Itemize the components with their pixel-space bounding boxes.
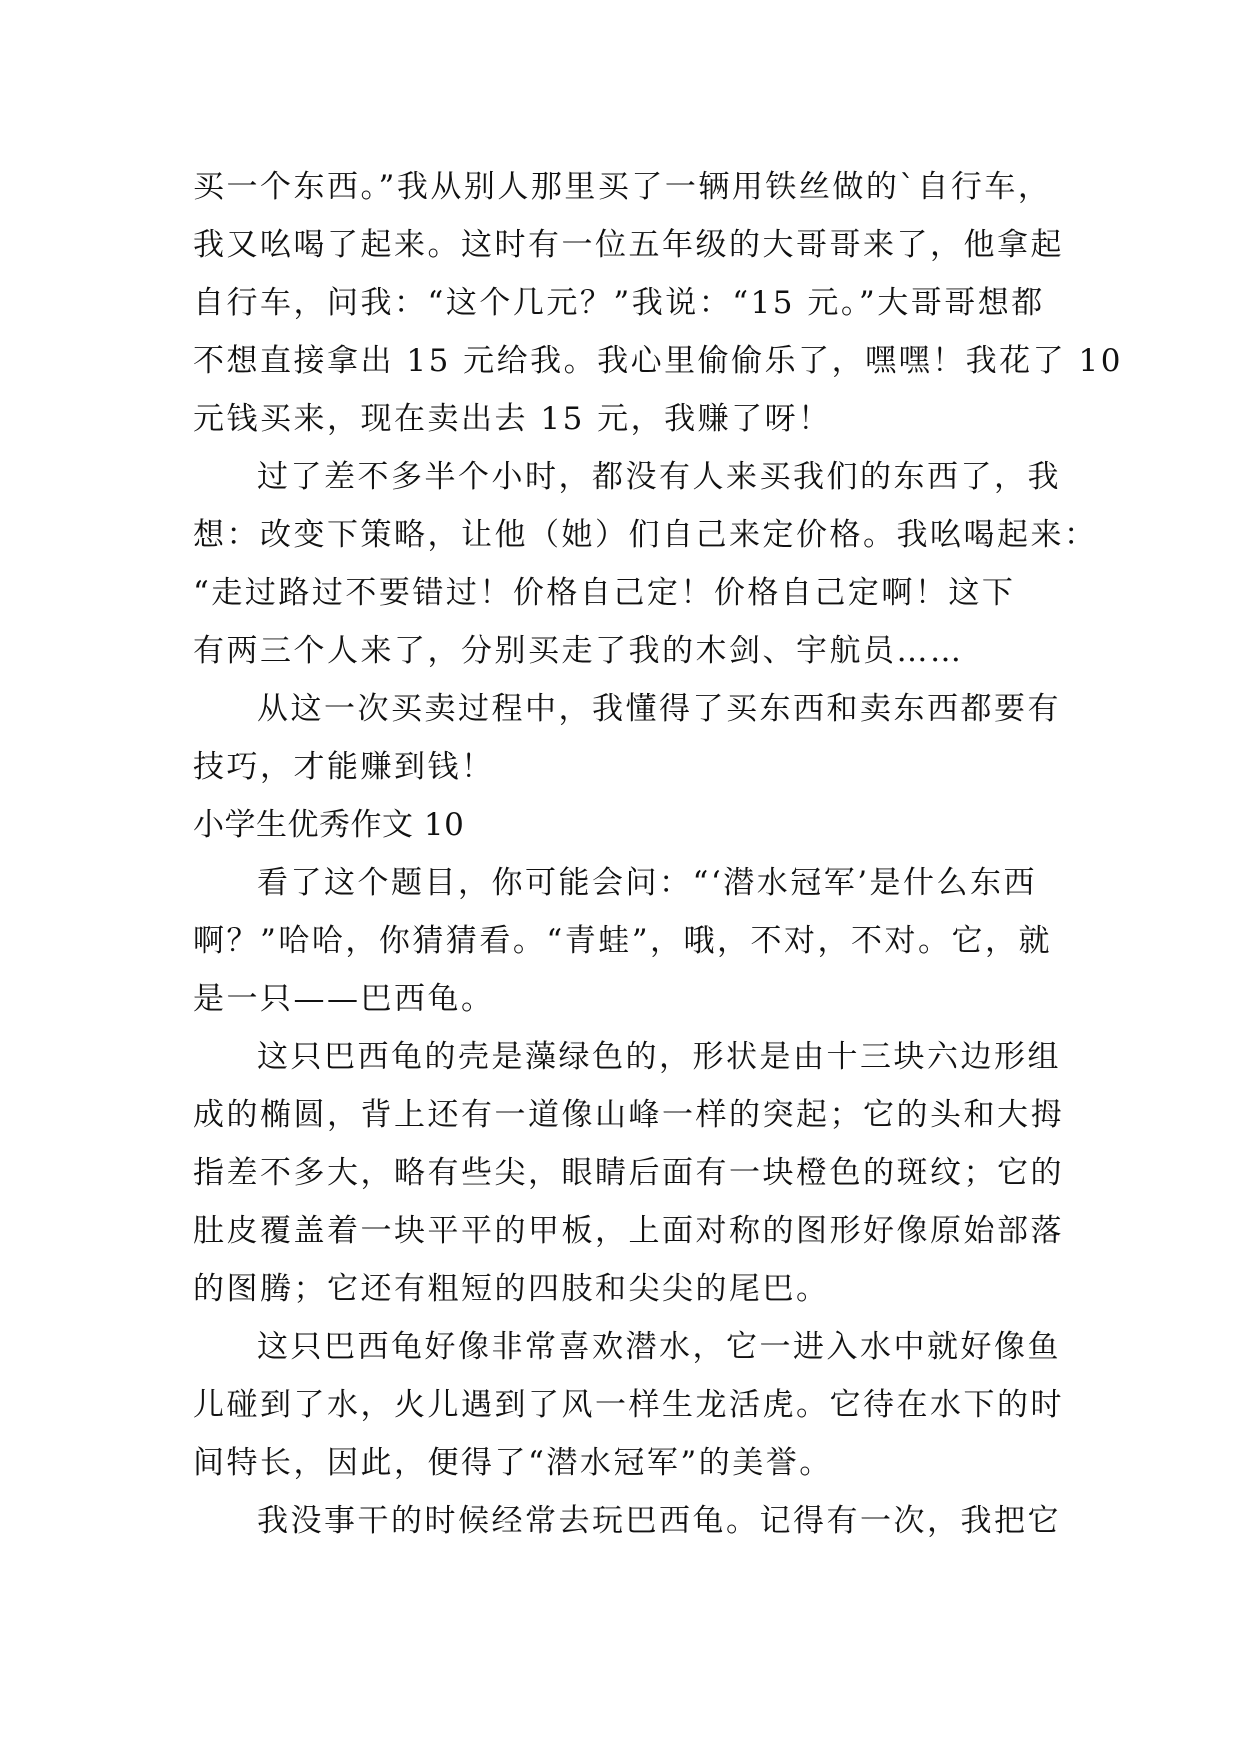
text-line: 指差不多大，略有些尖，眼睛后面有一块橙色的斑纹；它的 — [193, 1155, 1064, 1191]
text-line: 买一个东西。”我从别人那里买了一辆用铁丝做的`自行车， — [193, 169, 1052, 205]
text-line: “走过路过不要错过！价格自己定！价格自己定啊！这下 — [193, 575, 1016, 611]
paragraph-start-line: 这只巴西龟好像非常喜欢潜水，它一进入水中就好像鱼 — [257, 1329, 1061, 1365]
text-line: 技巧，才能赚到钱！ — [193, 749, 495, 785]
paragraph-start-line: 从这一次买卖过程中，我懂得了买东西和卖东西都要有 — [257, 691, 1061, 727]
text-line: 儿碰到了水，火儿遇到了风一样生龙活虎。它待在水下的时 — [193, 1387, 1064, 1423]
text-line: 自行车，问我：“这个几元？”我说：“15 元。”大哥哥想都 — [193, 285, 1045, 321]
text-line: 想：改变下策略，让他（她）们自己来定价格。我吆喝起来： — [193, 517, 1098, 553]
paragraph-start-line: 看了这个题目，你可能会问：“‘潜水冠军’是什么东西 — [257, 865, 1038, 901]
text-line: 有两三个人来了，分别买走了我的木剑、宇航员…… — [193, 633, 964, 669]
text-line: 成的椭圆，背上还有一道像山峰一样的突起；它的头和大拇 — [193, 1097, 1064, 1133]
document-body — [193, 158, 1123, 1550]
text-line: 我又吆喝了起来。这时有一位五年级的大哥哥来了，他拿起 — [193, 227, 1064, 263]
paragraph-start-line: 这只巴西龟的壳是藻绿色的，形状是由十三块六边形组 — [257, 1039, 1061, 1075]
essay-title: 小学生优秀作文 10 — [193, 807, 465, 843]
paragraph-start-line: 我没事干的时候经常去玩巴西龟。记得有一次，我把它 — [257, 1503, 1061, 1539]
text-line: 元钱买来，现在卖出去 15 元，我赚了呀！ — [193, 401, 832, 437]
text-line: 不想直接拿出 15 元给我。我心里偷偷乐了，嘿嘿！我花了 10 — [193, 343, 1123, 379]
paragraph-start-line: 过了差不多半个小时，都没有人来买我们的东西了，我 — [257, 459, 1061, 495]
text-line: 间特长，因此，便得了“潜水冠军”的美誉。 — [193, 1445, 833, 1481]
text-line: 肚皮覆盖着一块平平的甲板，上面对称的图形好像原始部落 — [193, 1213, 1064, 1249]
text-line: 是一只——巴西龟。 — [193, 981, 495, 1017]
text-line: 的图腾；它还有粗短的四肢和尖尖的尾巴。 — [193, 1271, 830, 1307]
text-line: 啊？”哈哈，你猜猜看。“青蛙”，哦，不对，不对。它，就 — [193, 923, 1053, 959]
